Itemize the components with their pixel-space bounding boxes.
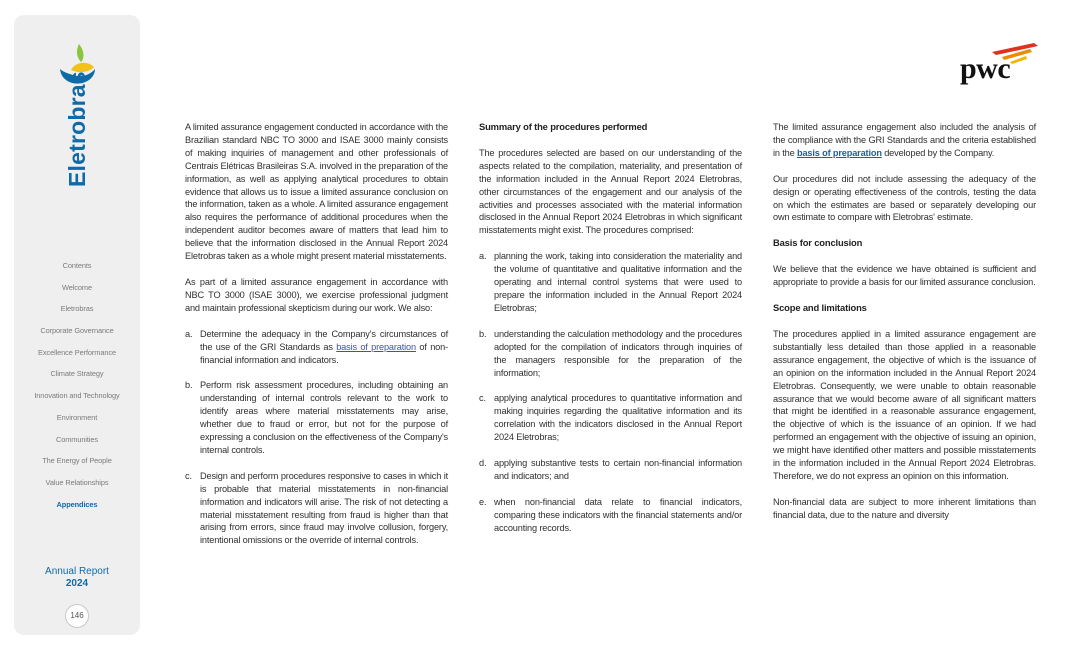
annual-report-year: 2024 [65, 578, 89, 589]
c3-text-post: developed by the Company. [881, 147, 995, 158]
list-marker: b. [185, 380, 193, 391]
c3-paragraph-5: Non-financial data are subject to more inherent limitations than financial data, due to the nature and diversity [773, 496, 1036, 520]
nav-item-value-relationships[interactable]: Value Relationships [45, 477, 109, 487]
c3-text-pre: The limited assurance engagement also included the analysis of the compliance with the GRI Standards and the criteria established in the [773, 122, 1036, 158]
list-item [185, 379, 448, 456]
sidebar-nav [14, 255, 140, 515]
pwc-wordmark: pwc [960, 52, 1011, 85]
c3-paragraph-2: Our procedures did not include assessing the adequacy of the design or operating effectiveness of the controls, testing the data on which the estimates are based or separately developing our own estimate to compare with Eletrobras' estimate. [773, 173, 1036, 223]
sidebar [14, 15, 140, 635]
c1-paragraph-2: As part of a limited assurance engagement in accordance with NBC TO 3000 (ISAE 3000), we exercise professional judgment and maintain professional skepticism during our work. We also: [185, 276, 448, 313]
nav-item-eletrobras[interactable]: Eletrobras [60, 304, 94, 314]
list-item [479, 392, 742, 444]
page-number: 146 [65, 604, 89, 628]
nav-item-climate-strategy[interactable]: Climate Strategy [50, 369, 104, 379]
annual-report-title: Annual Report [45, 566, 109, 577]
list-item [479, 496, 742, 535]
c3-paragraph-3: We believe that the evidence we have obtained is sufficient and appropriate to provide a basis for our limited assurance conclusion. [773, 264, 1036, 288]
list-marker: a. [479, 251, 487, 262]
nav-item-innovation-technology[interactable]: Innovation and Technology [34, 391, 120, 401]
pwc-logo [958, 42, 1040, 86]
list-item [185, 328, 448, 367]
c2-list [479, 250, 742, 534]
list-text: Perform risk assessment procedures, including obtaining an understanding of internal controls relevant to the work to identify areas where material misstatements may arise, whether due to fraud or error, but not for the purpose of expressing a conclusion on the effectiveness of the Company's internal controls. [200, 380, 448, 455]
nav-item-contents[interactable]: Contents [62, 261, 92, 270]
annual-report-label [14, 566, 140, 590]
basis-heading: Basis for conclusion [773, 237, 863, 249]
list-item [479, 457, 742, 483]
nav-item-welcome[interactable]: Welcome [62, 282, 92, 292]
c1-list [185, 328, 448, 548]
list-item [479, 328, 742, 380]
list-marker: e. [479, 496, 487, 507]
list-text: understanding the calculation methodology and the procedures adopted for the compilation of indicators through inquiries of the managers responsible for the preparation of the information; [494, 328, 742, 378]
scope-heading: Scope and limitations [773, 302, 867, 314]
list-text-pre: Determine the adequacy in the Company's circumstances of the use of the GRI Standards as [200, 328, 448, 352]
column-2 [479, 121, 742, 548]
column-1 [185, 121, 448, 560]
list-text-post: of non-financial information and indicators. [200, 341, 448, 365]
c2-paragraph-1: The procedures selected are based on our understanding of the aspects related to the compilation, materiality, and presentation of the information included in the Annual Report 2024 Eletrobras, other circumstances of the engagement and our analysis of the activities and processes associated with the material information disclosed in the Annual Report 2024 Eletrobras in which significant misstatements might exist. The procedures comprised: [479, 147, 742, 236]
nav-item-energy-of-people[interactable]: The Energy of People [42, 456, 112, 466]
list-marker: d. [479, 458, 487, 469]
nav-item-environment[interactable]: Environment [56, 412, 98, 422]
list-text: applying analytical procedures to quantitative information and making inquiries regarding the qualitative information and its correlation with the indicators disclosed in the Annual Report 2024 Eletrobras; [494, 393, 742, 443]
c3-paragraph-1 [773, 121, 1036, 160]
list-text: applying substantive tests to certain non-financial information and indicators; and [494, 458, 742, 481]
list-text: when non-financial data relate to financial indicators, comparing these indicators with the financial statements and/or accounting records. [494, 496, 742, 533]
list-marker: b. [479, 328, 487, 339]
list-marker: a. [185, 328, 193, 339]
c1-paragraph-1: A limited assurance engagement conducted in accordance with the Brazilian standard NBC TO 3000 and ISAE 3000 mainly consists of making inquiries of management and other professionals of Centrais Elétricas Brasileiras S.A. involved in the preparation of the information, as well as applying analytical procedures to obtain evidence that allows us to issue a limited assurance conclusion on the information, taken as a whole. A limited assurance engagement also requires the performance of additional procedures when the independent auditor becomes aware of matters that lead him to believe that the information disclosed in the Annual Report 2024 Eletrobras taken as a whole might present material misstatements. [185, 122, 448, 262]
nav-item-corporate-governance[interactable]: Corporate Governance [40, 326, 114, 336]
brand-name: Eletrobras [64, 71, 90, 187]
basis-of-preparation-link[interactable]: basis of preparation [336, 341, 416, 352]
list-marker: c. [185, 470, 192, 481]
basis-of-preparation-link-2[interactable]: basis of preparation [796, 147, 882, 158]
list-item [479, 250, 742, 315]
nav-item-excellence-performance[interactable]: Excellence Performance [38, 347, 116, 357]
nav-item-appendices[interactable]: Appendices [56, 499, 98, 509]
list-text: Design and perform procedures responsive to cases in which it is probable that material misstatements in non-financial information and indicators will arise. The risk of not detecting a material misstatement resulting from fraud is higher than that arising from errors, since fraud may involve collusion, forgery, intentional omissions or the override of internal controls. [200, 470, 448, 546]
column-3 [773, 121, 1036, 535]
list-text: planning the work, taking into consideration the materiality and the volume of quantitative and qualitative information and the operating and internal control systems that were used to prepare the information included in the Annual Report 2024 Eletrobras; [494, 251, 742, 313]
c3-paragraph-4: The procedures applied in a limited assurance engagement are substantially less detailed than those applied in a reasonable assurance engagement, the objective of which is the issuance of an opinion on the information included in the Annual Report 2024 Eletrobras. Consequently, we were unable to obtain reasonable assurance that we would become aware of all significant matters that might be identified in a reasonable assurance engagement, the objective of which is the issuance of an opinion. If we had performed an engagement with the objective of issuing an opinion, we might have identified other matters and possible misstatements in the information included in the Annual Report 2024 Eletrobras. Therefore, we do not express an opinion on this information. [773, 328, 1036, 481]
list-item [185, 470, 448, 547]
list-marker: c. [479, 393, 486, 404]
nav-item-communities[interactable]: Communities [55, 434, 99, 444]
summary-heading: Summary of the procedures performed [479, 121, 648, 132]
